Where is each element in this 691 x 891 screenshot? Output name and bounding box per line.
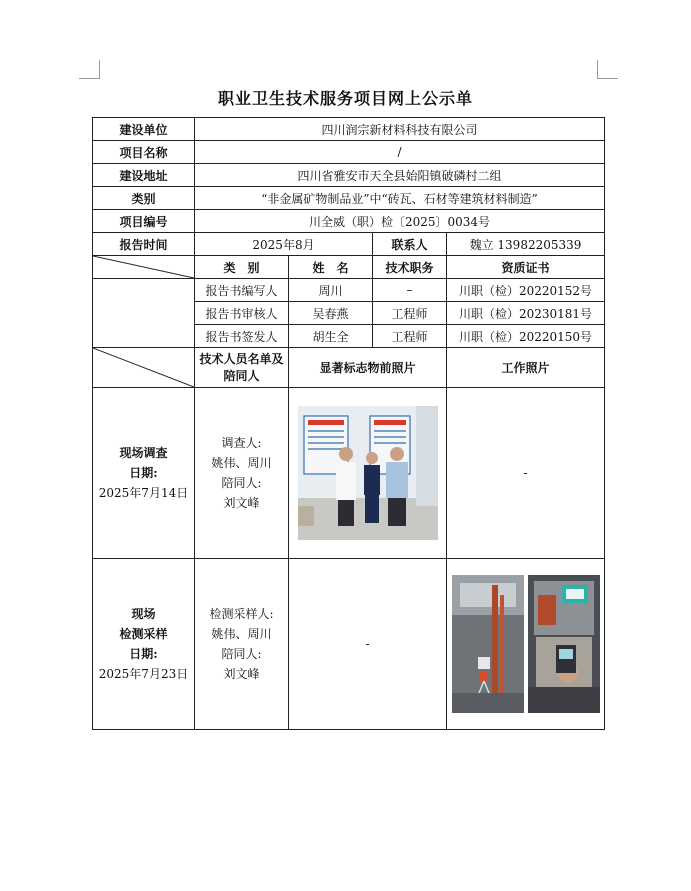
project-name-row [93, 141, 605, 164]
diagonal-line [93, 256, 194, 278]
sampler-names: 姚伟、周川 [211, 627, 272, 641]
staff-name: 周川 [289, 279, 373, 302]
announcement-table [92, 117, 605, 730]
work-photo-cell [447, 559, 605, 730]
site-survey-label: 现场调查 [119, 446, 168, 460]
site-sampling-label: 现场 [131, 607, 156, 621]
landmark-photo-cell: - [289, 559, 447, 730]
landmark-photo-cell [289, 388, 447, 559]
project-number-value: 川全威（职）检〔2025〕0034号 [195, 210, 605, 233]
staff-role: 报告书签发人 [195, 325, 289, 348]
page-corner-mark-top-right [597, 60, 618, 79]
staff-cert: 川职（检）20230181号 [447, 302, 605, 325]
companion-label: 陪同人: [221, 476, 262, 490]
report-time-label: 报告时间 [93, 233, 195, 256]
investigator-label: 调查人: [221, 436, 262, 450]
contact-value: 魏立 13982205339 [447, 233, 605, 256]
staff-cert: 川职（检）20220150号 [447, 325, 605, 348]
construction-unit-value: 四川润宗新材料科技有限公司 [195, 118, 605, 141]
category-row [93, 187, 605, 210]
construction-unit-label: 建设单位 [93, 118, 195, 141]
site-survey-personnel-cell [195, 388, 289, 559]
landmark-photo [298, 406, 438, 540]
staff-blank-cell [93, 279, 195, 348]
construction-address-value: 四川省雅安市天全县始阳镇破磷村二组 [195, 164, 605, 187]
report-time-row [93, 233, 605, 256]
work-photo [528, 575, 600, 713]
category-value: “非金属矿物制品业”中“砖瓦、石材等建筑材料制造” [195, 187, 605, 210]
construction-unit-row [93, 118, 605, 141]
work-photo-group [452, 575, 600, 713]
photo-header-landmark-photo: 显著标志物前照片 [289, 348, 447, 388]
project-name-value: / [195, 141, 605, 164]
staff-header-category: 类 别 [195, 256, 289, 279]
diagonal-header-cell [93, 348, 195, 388]
date-label: 日期: [129, 647, 158, 661]
staff-cert: 川职（检）20220152号 [447, 279, 605, 302]
site-sampling-personnel-cell [195, 559, 289, 730]
companion-name: 刘文峰 [223, 667, 260, 681]
category-label: 类别 [93, 187, 195, 210]
site-sampling-row [93, 559, 605, 730]
staff-header-cert: 资质证书 [447, 256, 605, 279]
work-photo-cell: - [447, 388, 605, 559]
staff-role: 报告书编写人 [195, 279, 289, 302]
staff-title: 工程师 [373, 325, 447, 348]
construction-address-row [93, 164, 605, 187]
project-name-label: 项目名称 [93, 141, 195, 164]
photo-header-staff-list: 技术人员名单及陪同人 [195, 348, 289, 388]
construction-address-label: 建设地址 [93, 164, 195, 187]
site-survey-date: 2025年7月14日 [98, 486, 189, 500]
companion-name: 刘文峰 [223, 496, 260, 510]
staff-title: – [373, 279, 447, 302]
site-sampling-label-cell [93, 559, 195, 730]
site-sampling-label: 检测采样 [119, 627, 168, 641]
site-survey-label-cell [93, 388, 195, 559]
site-survey-row [93, 388, 605, 559]
staff-header-name: 姓 名 [289, 256, 373, 279]
report-time-value: 2025年8月 [195, 233, 373, 256]
staff-name: 胡生全 [289, 325, 373, 348]
diagonal-line [93, 348, 194, 387]
document-title: 职业卫生技术服务项目网上公示单 [217, 89, 473, 108]
staff-name: 吴春燕 [289, 302, 373, 325]
site-sampling-date: 2025年7月23日 [98, 667, 189, 681]
sampler-label: 检测采样人: [209, 607, 274, 621]
staff-header-title: 技术职务 [373, 256, 447, 279]
staff-header-row [93, 256, 605, 279]
page-corner-mark-top-left [79, 60, 100, 79]
photo-header-work-photo: 工作照片 [447, 348, 605, 388]
work-photo [452, 575, 524, 713]
photo-header-row [93, 348, 605, 388]
diagonal-header-cell [93, 256, 195, 279]
staff-role: 报告书审核人 [195, 302, 289, 325]
date-label: 日期: [129, 466, 158, 480]
investigator-names: 姚伟、周川 [211, 456, 272, 470]
project-number-label: 项目编号 [93, 210, 195, 233]
project-number-row [93, 210, 605, 233]
staff-title: 工程师 [373, 302, 447, 325]
contact-label: 联系人 [373, 233, 447, 256]
companion-label: 陪同人: [221, 647, 262, 661]
staff-row [93, 279, 605, 302]
